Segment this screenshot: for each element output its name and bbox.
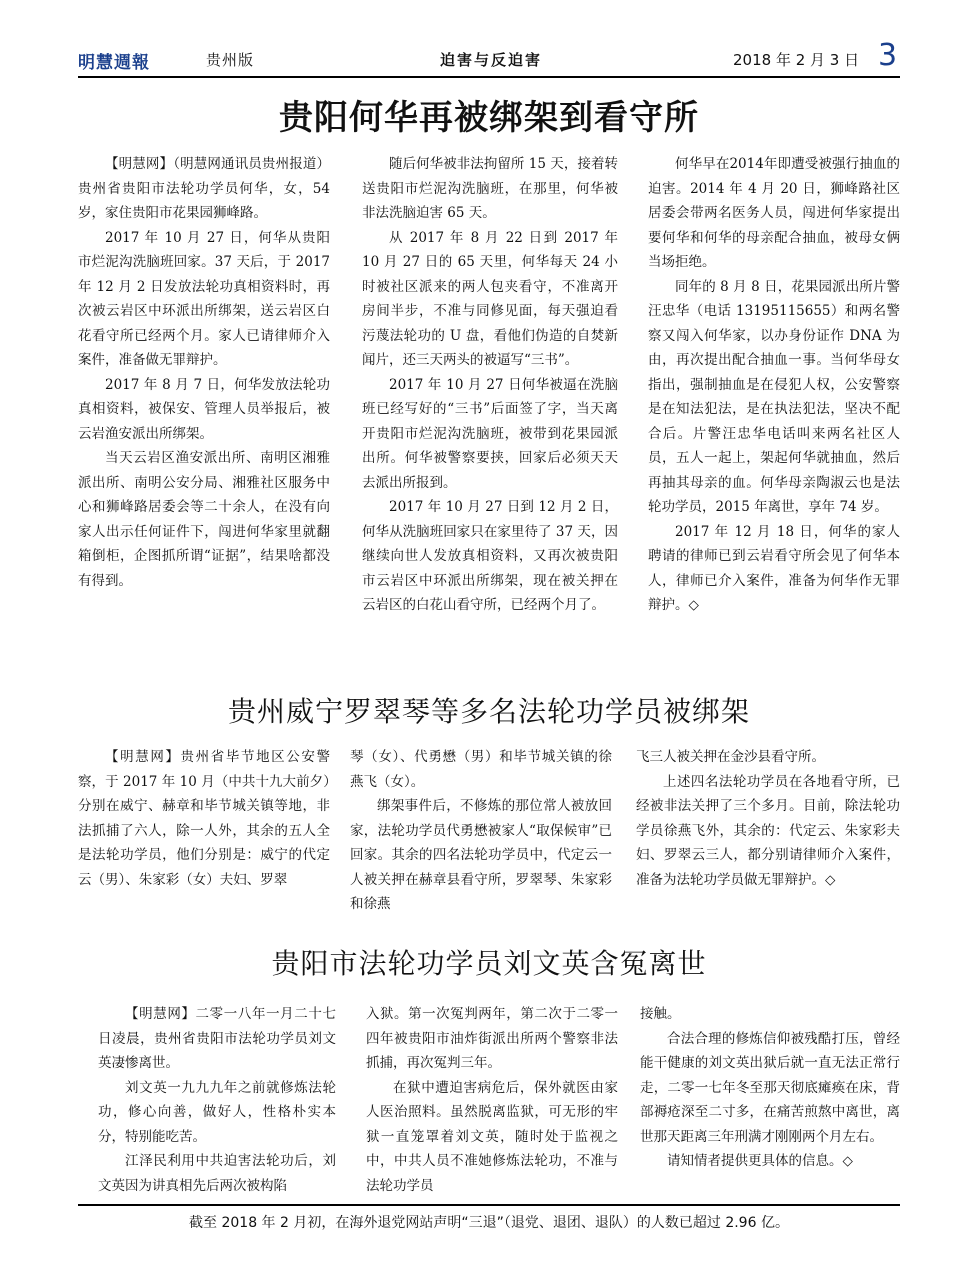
- paragraph: 上述四名法轮功学员在各地看守所，已经被非法关押了三个多月。目前，除法轮功学员徐燕飞外，其余的：代定云、朱家彩夫妇、罗翠云三人，都分别请律师介入案件，准备为法轮功学员做无罪辩护。◇: [636, 773, 900, 888]
- footer-rule: [78, 1204, 900, 1206]
- paragraph: 刘文英一九九九年之前就修炼法轮功，修心向善，做好人，性格朴实本分，特别能吃苦。: [98, 1079, 336, 1145]
- paragraph: 2017 年 10 月 27 日，何华从贵阳市烂泥沟洗脑班回家。37 天后，于 2017 年 12 月 2 日发放法轮功真相资料时，再次被云岩区中环派出所绑架，送云岩区白花看守所已经两个月。家人已请律师介入案件，准备做无罪辩护。: [78, 229, 330, 368]
- paragraph: 合法合理的修炼信仰被残酷打压，曾经能干健康的刘文英出狱后就一直无法正常行走，二零一七年冬至那天彻底瘫痪在床，背部褥疮深至二寸多，在痛苦煎熬中离世，离世那天距离三年刑满才刚刚两个月左右。: [640, 1030, 900, 1145]
- paragraph: 2017 年 8 月 7 日，何华发放法轮功真相资料，被保安、管理人员举报后，被云岩渔安派出所绑架。: [78, 376, 330, 442]
- article1-title: 贵阳何华再被绑架到看守所: [279, 98, 699, 138]
- article3-column-2: [366, 1002, 618, 1198]
- edition-label: 贵州版: [206, 51, 255, 69]
- paragraph: 江泽民利用中共迫害法轮功后，刘文英因为讲真相先后两次被构陷: [98, 1153, 336, 1194]
- paragraph: 随后何华被非法拘留所 15 天，接着转送贵阳市烂泥沟洗脑班，在那里，何华被非法洗脑迫害 65 天。: [362, 156, 618, 221]
- section-title: 迫害与反迫害: [440, 51, 543, 69]
- paragraph: 从 2017 年 8 月 22 日到 2017 年 10 月 27 日的 65 天里，何华每天 24 小时被社区派来的两人包夹看守，不准离开房间半步，不准与同修见面，每天强迫看污蔑法轮功的 U 盘，看他们伪造的自焚新闻片，还三天两头的被逼写“三书”。: [362, 229, 618, 368]
- header-rule: [78, 76, 900, 78]
- paragraph: 飞三人被关押在金沙县看守所。: [636, 749, 825, 765]
- paragraph: 何华早在2014年即遭受被强行抽血的迫害。2014 年 4 月 20 日，狮峰路社区居委会带两名医务人员，闯进何华家提出要何华和何华的母亲配合抽血，被母女俩当场拒绝。: [648, 156, 900, 270]
- paragraph: 【明慧网】贵州省毕节地区公安警察，于 2017 年 10 月（中共十九大前夕）分别在威宁、赫章和毕节城关镇等地，非法抓捕了六人，除一人外，其余的五人全是法轮功学员，他们分别是：威宁的代定云（男）、朱家彩（女）夫妇、罗翠: [78, 749, 330, 888]
- paragraph: 琴（女）、代勇懋（男）和毕节城关镇的徐燕飞（女）。: [350, 749, 612, 790]
- paragraph: 2017 年 10 月 27 日到 12 月 2 日，何华从洗脑班回家只在家里待了 37 天，因继续向世人发放真相资料，又再次被贵阳市云岩区中环派出所绑架，现在被关押在云岩区的白花山看守所，已经两个月了。: [362, 499, 618, 613]
- article1-column-2: [362, 152, 618, 618]
- article3-column-3: [640, 1002, 900, 1174]
- paragraph: 2017 年 10 月 27 日何华被逼在洗脑班已经写好的“三书”后面签了字，当天离开贵阳市烂泥沟洗脑班，被带到花果园派出所。何华被警察要挟，回家后必须天天去派出所报到。: [362, 376, 618, 491]
- paragraph: 【明慧网】（明慧网通讯员贵州报道）贵州省贵阳市法轮功学员何华，女，54 岁，家住贵阳市花果园狮峰路。: [78, 156, 330, 221]
- paragraph: 接触。: [640, 1006, 681, 1022]
- paragraph: 入狱。第一次冤判两年，第二次于二零一四年被贵阳市油炸街派出所两个警察非法抓捕，再次冤判三年。: [366, 1006, 618, 1071]
- paragraph: 在狱中遭迫害病危后，保外就医由家人医治照料。虽然脱离监狱，可无形的牢狱一直笼罩着刘文英，随时处于监视之中，中共人员不准她修炼法轮功，不准与法轮功学员: [366, 1079, 618, 1194]
- article2-column-3: [636, 745, 900, 892]
- paragraph: 2017 年 12 月 18 日，何华的家人聘请的律师已到云岩看守所会见了何华本人，律师已介入案件，准备为何华作无罪辩护。◇: [648, 523, 900, 613]
- article2-column-2: [350, 745, 612, 917]
- paragraph: 同年的 8 月 8 日，花果园派出所片警汪忠华（电话 13195115655）和两名警察又闯入何华家，以办身份证作 DNA 为由，再次提出配合抽血一事。当何华母女指出，强制抽血是在侵犯人权，公安警察是在知法犯法，是在执法犯法，坚决不配合后。片警汪忠华电话叫来两名社区人员，五人一起上，架起何华就抽血，然后再抽其母亲的血。何华母亲陶淑云也是法轮功学员，2015 年离世，享年 74 岁。: [648, 278, 900, 515]
- newspaper-brand: 明慧週報: [78, 53, 150, 73]
- paragraph: 请知情者提供更具体的信息。◇: [667, 1153, 853, 1169]
- article3-column-1: [98, 1002, 336, 1198]
- page-number: 3: [878, 38, 898, 73]
- paragraph: 绑架事件后，不修炼的那位常人被放回家，法轮功学员代勇懋被家人“取保候审”已回家。其余的四名法轮功学员中，代定云一人被关押在赫章县看守所，罗翠琴、朱家彩和徐燕: [350, 798, 612, 912]
- article2-column-1: [78, 745, 330, 892]
- article1-column-3: [648, 152, 900, 618]
- page-header: [78, 38, 898, 76]
- footer-note: 截至 2018 年 2 月初，在海外退党网站声明“三退”（退党、退团、退队）的人数已超过 2.96 亿。: [189, 1215, 789, 1231]
- issue-date: 2018 年 2 月 3 日: [733, 51, 860, 69]
- article1-column-1: [78, 152, 330, 593]
- paragraph: 【明慧网】二零一八年一月二十七日凌晨，贵州省贵阳市法轮功学员刘文英凄惨离世。: [98, 1006, 336, 1071]
- paragraph: 当天云岩区渔安派出所、南明区湘雅派出所、南明公安分局、湘雅社区服务中心和狮峰路居委会等二十余人，在没有向家人出示任何证件下，闯进何华家里就翻箱倒柜，企图抓所谓“证据”，结果啥都没有得到。: [78, 450, 330, 589]
- article2-title: 贵州威宁罗翠琴等多名法轮功学员被绑架: [227, 695, 750, 728]
- article3-title: 贵阳市法轮功学员刘文英含冤离世: [271, 947, 707, 980]
